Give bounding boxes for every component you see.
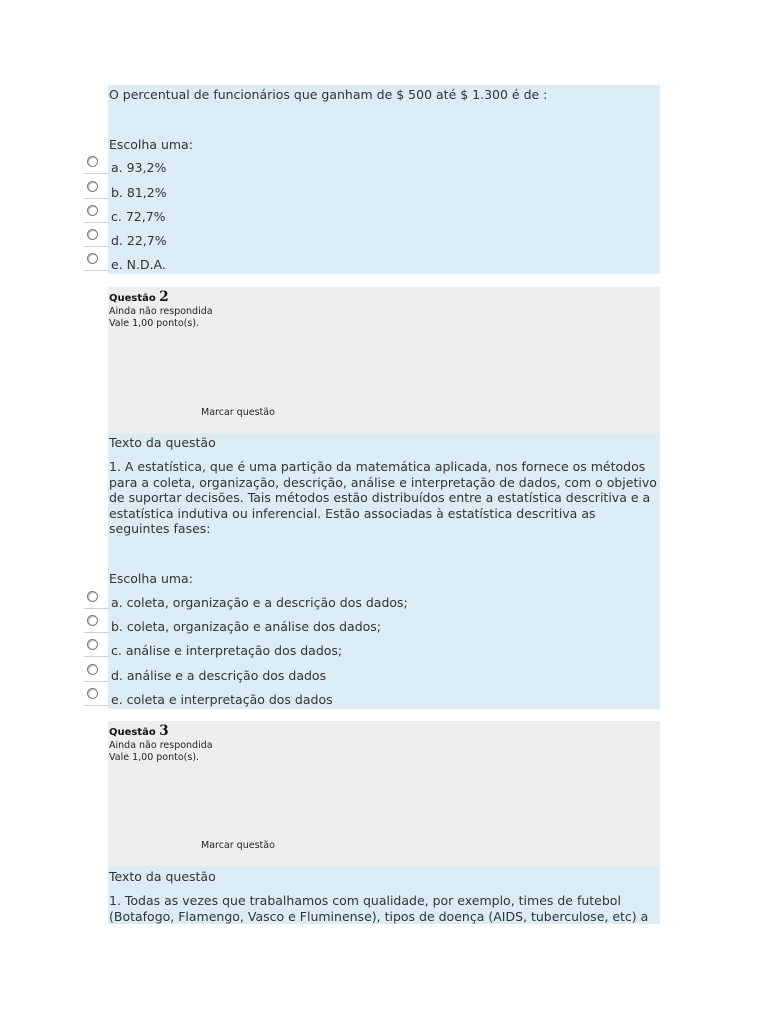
question-3-info xyxy=(108,721,660,866)
question-2-state: Ainda não respondida xyxy=(109,306,213,317)
radio-button[interactable] xyxy=(84,661,109,682)
answer-label: e. N.D.A. xyxy=(111,257,166,272)
question-3-content xyxy=(108,866,660,924)
question-2-answer-e[interactable] xyxy=(108,691,333,709)
radio-button[interactable] xyxy=(84,588,109,609)
answer-label: a. 93,2% xyxy=(111,160,167,175)
radio-button[interactable] xyxy=(84,202,109,223)
question-2-flag-link[interactable]: Marcar questão xyxy=(201,407,275,418)
radio-button[interactable] xyxy=(84,612,109,633)
question-2-text-title: Texto da questão xyxy=(109,435,216,450)
question-3-grade: Vale 1,00 ponto(s). xyxy=(109,752,200,763)
question-3-text-title: Texto da questão xyxy=(109,869,216,884)
question-2-answer-b[interactable] xyxy=(108,618,381,636)
question-3-state: Ainda não respondida xyxy=(109,740,213,751)
question-1-answer-c[interactable] xyxy=(108,208,166,226)
answer-label: b. coleta, organização e análise dos dados; xyxy=(111,619,382,634)
answer-label: d. análise e a descrição dos dados xyxy=(111,668,327,683)
answer-label: c. 72,7% xyxy=(111,209,166,224)
answer-label: c. análise e interpretação dos dados; xyxy=(111,643,343,658)
radio-button[interactable] xyxy=(84,153,109,174)
radio-button[interactable] xyxy=(84,636,109,657)
answer-label: a. coleta, organização e a descrição dos dados; xyxy=(111,595,408,610)
question-2-stem: 1. A estatística, que é uma partição da matemática aplicada, nos fornece os métodos para a coleta, organização, descrição, análise e interpretação de dados, com o objetivo de suportar decisões. Tais métodos estão distribuídos entre a estatística descritiva e a estatística indutiva ou inferencial. Estão associadas à estatística descritiva as seguintes fases: xyxy=(109,459,657,536)
radio-button[interactable] xyxy=(84,250,109,271)
radio-button[interactable] xyxy=(84,685,109,706)
question-1-answer-b[interactable] xyxy=(108,184,167,202)
question-2-number xyxy=(109,289,169,305)
question-number: 2 xyxy=(159,289,169,305)
question-label: Questão xyxy=(109,293,156,304)
question-1-answer-e[interactable] xyxy=(108,256,166,274)
question-2-content xyxy=(108,433,660,709)
question-2-answer-d[interactable] xyxy=(108,667,326,685)
radio-button[interactable] xyxy=(84,226,109,247)
question-3-stem: 1. Todas as vezes que trabalhamos com qualidade, por exemplo, times de futebol (Botafogo, Flamengo, Vasco e Fluminense), tipos de doença (AIDS, tuberculose, etc) a xyxy=(109,893,649,924)
question-1-answer-a[interactable] xyxy=(108,159,166,177)
question-label: Questão xyxy=(109,727,156,738)
question-1-stem: O percentual de funcionários que ganham de $ 500 até $ 1.300 é de : xyxy=(109,87,548,102)
question-3-flag-link[interactable]: Marcar questão xyxy=(201,840,275,851)
radio-button[interactable] xyxy=(84,178,109,199)
answer-label: d. 22,7% xyxy=(111,233,167,248)
answer-label: e. coleta e interpretação dos dados xyxy=(111,692,333,707)
question-1-content xyxy=(108,85,660,274)
question-3-number xyxy=(109,723,169,739)
question-1-choose-label: Escolha uma: xyxy=(109,137,193,152)
question-1-answer-d[interactable] xyxy=(108,232,167,250)
question-2-info xyxy=(108,287,660,433)
answer-label: b. 81,2% xyxy=(111,185,167,200)
question-2-choose-label: Escolha uma: xyxy=(109,571,193,586)
question-number: 3 xyxy=(159,723,169,739)
question-2-grade: Vale 1,00 ponto(s). xyxy=(109,318,200,329)
question-2-answer-a[interactable] xyxy=(108,594,408,612)
question-2-answer-c[interactable] xyxy=(108,642,342,660)
